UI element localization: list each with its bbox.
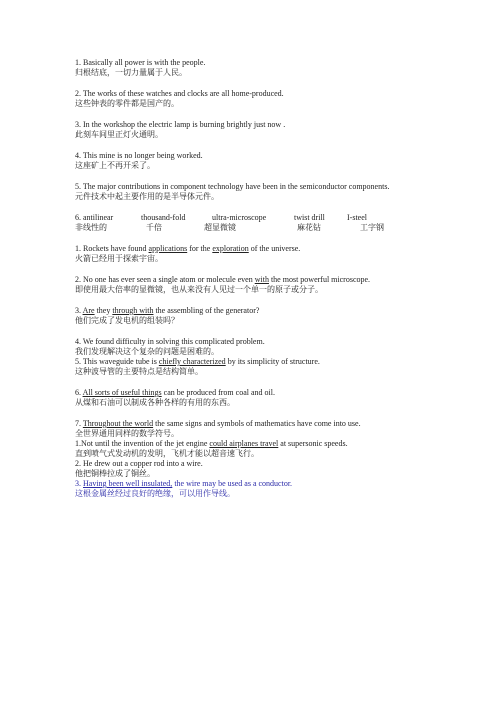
- sentence-c1-zh: 直到喷气式发动机的发明，飞机才能以超音速飞行。: [75, 449, 259, 458]
- vocab-translation: 麻花钻: [297, 223, 321, 232]
- vocab-term: ultra-microscope: [212, 213, 267, 222]
- underlined-phrase: through with: [112, 306, 154, 315]
- sentence-b4-zh: 我们发现解决这个复杂的问题是困难的。: [75, 347, 219, 356]
- vocab-en-row: [75, 213, 485, 223]
- underlined-phrase: with: [254, 275, 269, 284]
- underlined-phrase: chiefly characterized: [158, 357, 226, 366]
- sentence-5-en: 5. The major contributions in component technology have been in the semiconductor components.: [75, 182, 390, 191]
- sentence-b2-en: 2. No one has ever seen a single atom or molecule even with the most powerful microscope.: [75, 275, 371, 284]
- sentence-3-zh: 此刻车间里正灯火通明。: [75, 130, 163, 139]
- sentence-b3-en: 3. Are they through with the assembling of the generator?: [75, 306, 260, 315]
- underlined-phrase: Having been well insulated,: [83, 479, 173, 488]
- sentence-b7-zh: 全世界通用同样的数学符号。: [75, 429, 179, 438]
- sentence-3-en: 3. In the workshop the electric lamp is burning brightly just now .: [75, 120, 286, 129]
- sentence-b6-zh: 从煤和石油可以制成各种各样的有用的东西。: [75, 398, 235, 407]
- underlined-phrase: applications: [148, 244, 188, 253]
- sentence-2-en: 2. The works of these watches and clocks are all home-produced.: [75, 89, 284, 98]
- sentence-1-zh: 归根结底，一切力量属于人民。: [75, 68, 187, 77]
- vocab-zh-row: [75, 223, 485, 233]
- sentence-5-zh: 元件技术中起主要作用的是半导体元件。: [75, 192, 219, 201]
- sentence-b1-zh: 火箭已经用于探索宇宙。: [75, 254, 163, 263]
- sentence-b2-zh: 即使用最大倍率的显微镜，也从来没有人见过一个单一的原子或分子。: [75, 285, 323, 294]
- vocab-term: thousand-fold: [141, 213, 186, 222]
- vocab-translation: 工字钢: [360, 223, 384, 232]
- underlined-phrase: Are: [82, 306, 95, 315]
- sentence-c2-en: 2. He drew out a copper rod into a wire.: [75, 459, 203, 468]
- sentence-c1-en: 1.Not until the invention of the jet engine could airplanes travel at supersonic speeds.: [75, 439, 348, 448]
- underlined-phrase: All sorts of useful things: [82, 388, 162, 397]
- sentence-b1-en: 1. Rockets have found applications for the exploration of the universe.: [75, 244, 301, 253]
- sentence-4-zh: 这座矿上不再开采了。: [75, 161, 155, 170]
- vocab-term: I-steel: [347, 213, 367, 222]
- document-body: [75, 58, 485, 499]
- sentence-b3-zh: 他们完成了发电机的组装吗？: [75, 316, 179, 325]
- sentence-c3-en: 3. Having been well insulated, the wire may be used as a conductor.: [75, 479, 293, 488]
- sentence-b5-zh: 这种波导管的主要特点是结构简单。: [75, 367, 203, 376]
- sentence-1-en: 1. Basically all power is with the people.: [75, 58, 206, 67]
- sentence-2-zh: 这些钟表的零件都是国产的。: [75, 99, 179, 108]
- sentence-4-en: 4. This mine is no longer being worked.: [75, 151, 203, 160]
- vocab-translation: 非线性的: [75, 223, 107, 232]
- sentence-b7-en: 7. Throughout the world the same signs and symbols of mathematics have come into use.: [75, 419, 361, 428]
- sentence-b5-en: 5. This waveguide tube is chiefly characterized by its simplicity of structure.: [75, 357, 320, 366]
- vocab-translation: 千倍: [146, 223, 162, 232]
- vocab-term: twist drill: [294, 213, 325, 222]
- sentence-c2-zh: 他把铜棒拉成了铜丝。: [75, 469, 155, 478]
- underlined-phrase: could airplanes travel: [209, 439, 279, 448]
- sentence-b4-en: 4. We found difficulty in solving this complicated problem.: [75, 337, 265, 346]
- vocab-translation: 超显微镜: [204, 223, 236, 232]
- underlined-phrase: exploration: [212, 244, 249, 253]
- underlined-phrase: Throughout the world: [82, 419, 154, 428]
- sentence-c3-zh: 这根金属丝经过良好的绝缘，可以用作导线。: [75, 489, 235, 498]
- vocab-term: 6. antilinear: [75, 213, 114, 222]
- sentence-b6-en: 6. All sorts of useful things can be produced from coal and oil.: [75, 388, 275, 397]
